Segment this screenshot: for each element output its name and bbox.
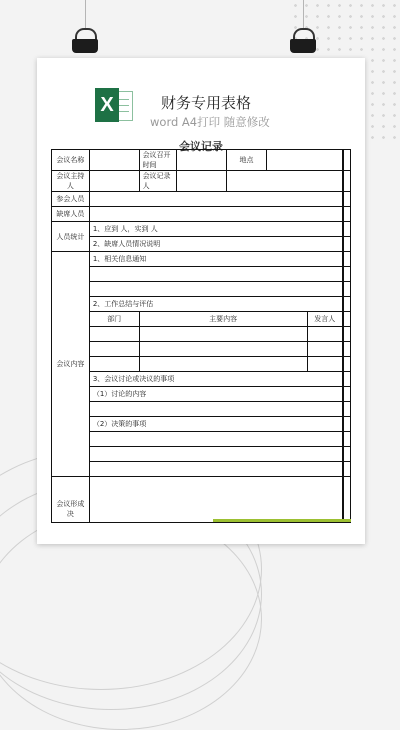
label-resolution: 会议形成决	[52, 477, 90, 523]
hanging-string	[303, 0, 304, 30]
page-subtitle: word A4打印 随意修改	[150, 115, 270, 129]
label-location: 地点	[227, 150, 267, 171]
blank-line[interactable]	[89, 402, 343, 417]
field-resolution[interactable]	[89, 477, 343, 523]
table-cell[interactable]	[89, 342, 139, 357]
label-absent: 缺席人员	[52, 207, 90, 222]
label-meeting-name: 会议名称	[52, 150, 90, 171]
blank-line[interactable]	[89, 432, 343, 447]
col-header-dept: 部门	[89, 312, 139, 327]
blank-line[interactable]	[89, 447, 343, 462]
table-cell[interactable]	[307, 342, 343, 357]
field-meeting-name[interactable]	[89, 150, 139, 171]
label-host: 会议主持人	[52, 171, 90, 192]
document-sheet	[37, 58, 365, 544]
table-cell[interactable]	[89, 327, 139, 342]
stats-line-2: 2、缺席人员情况说明	[89, 237, 343, 252]
col-header-reporter: 发言人	[307, 312, 343, 327]
table-cell[interactable]	[139, 342, 307, 357]
content-item-3: 3、会议讨论或决议的事项	[89, 372, 343, 387]
meeting-table	[51, 149, 351, 523]
label-stats: 人员统计	[52, 222, 90, 252]
binder-clip-icon	[72, 28, 98, 58]
content-sub-1: （1）讨论的内容	[89, 387, 343, 402]
blank-line[interactable]	[89, 267, 343, 282]
blank-line[interactable]	[89, 282, 343, 297]
content-item-1: 1、相关信息通知	[89, 252, 343, 267]
col-header-main: 主要内容	[139, 312, 307, 327]
field-location[interactable]	[266, 150, 343, 171]
page-title: 财务专用表格	[161, 94, 252, 112]
table-cell[interactable]	[139, 327, 307, 342]
binder-clip-icon	[290, 28, 316, 58]
hanging-string	[85, 0, 86, 30]
table-cell[interactable]	[139, 357, 307, 372]
content-sub-2: （2）决策的事项	[89, 417, 343, 432]
form-title: 会议记录	[179, 140, 223, 153]
table-cell[interactable]	[89, 357, 139, 372]
excel-icon: X	[95, 88, 131, 122]
label-content: 会议内容	[52, 252, 90, 477]
field-absent[interactable]	[89, 207, 343, 222]
meeting-form	[51, 138, 351, 524]
field-host[interactable]	[89, 171, 139, 192]
table-cell[interactable]	[307, 357, 343, 372]
field-meeting-time[interactable]	[177, 150, 227, 171]
field-recorder[interactable]	[177, 171, 227, 192]
label-meeting-time: 会议召开时间	[139, 150, 177, 171]
content-item-2: 2、工作总结与评估	[89, 297, 343, 312]
accent-bar	[213, 519, 351, 522]
label-recorder: 会议记录人	[139, 171, 177, 192]
stats-line-1: 1、应到 人，实到 人	[89, 222, 343, 237]
blank-line[interactable]	[89, 462, 343, 477]
field-attendees[interactable]	[89, 192, 343, 207]
table-cell[interactable]	[307, 327, 343, 342]
label-attendees: 参会人员	[52, 192, 90, 207]
